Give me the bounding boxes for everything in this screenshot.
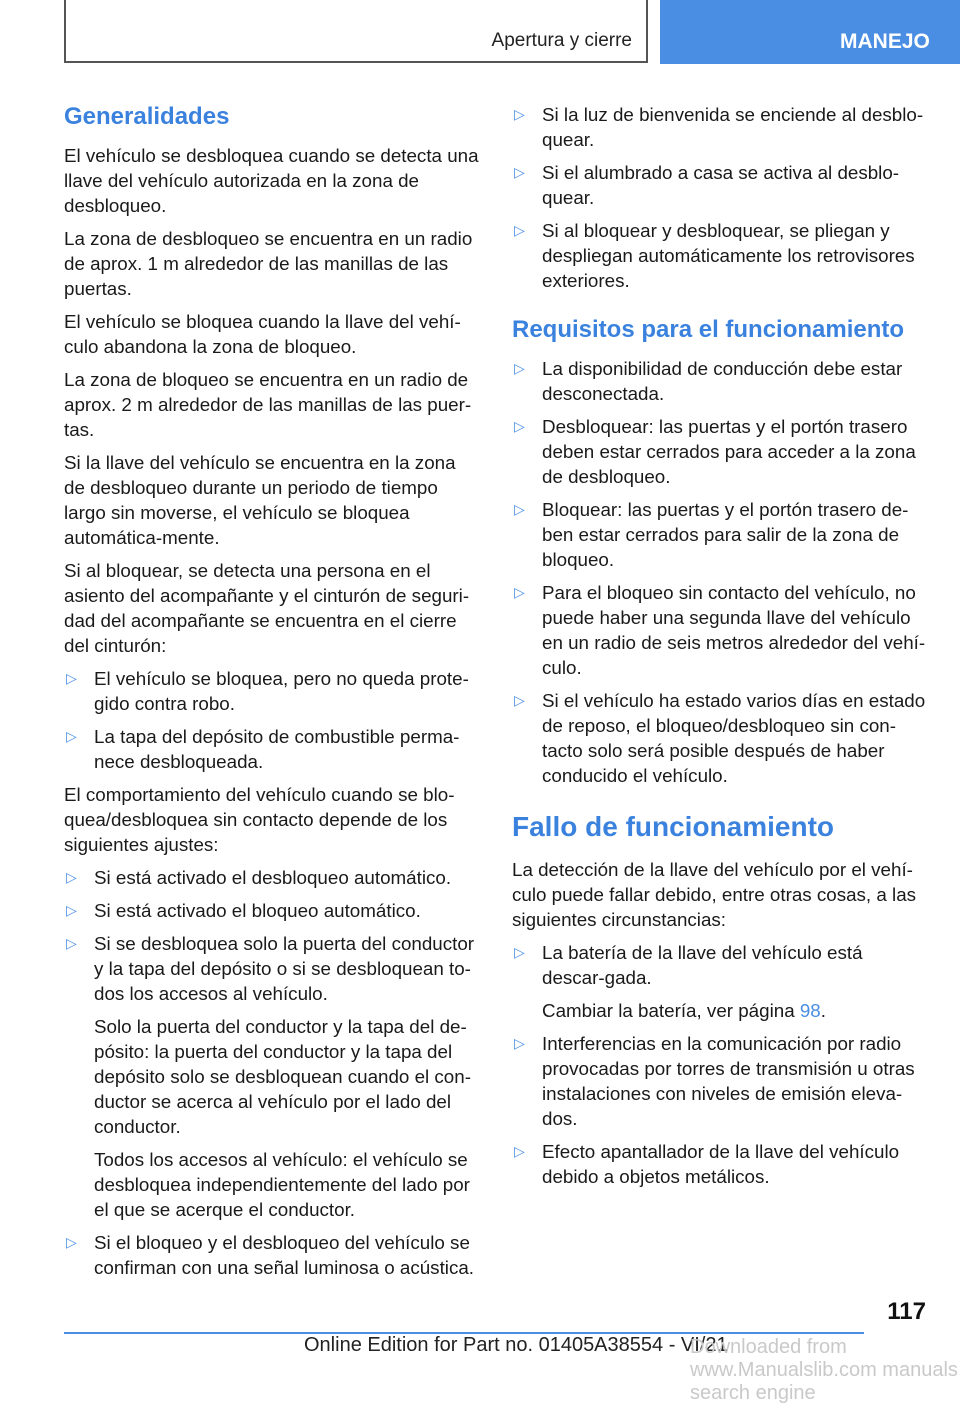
list-item-text: La disponibilidad de conducción debe estar desconectada. <box>542 358 903 404</box>
list-item <box>64 898 480 923</box>
list-item-text: Si el vehículo ha estado varios días en estado de reposo, el bloqueo/desbloqueo sin con‐tacto solo será posible después de haber conducido el vehículo. <box>542 690 926 786</box>
list-item <box>512 688 930 788</box>
list-item <box>512 497 930 572</box>
bullet-triangle-icon: ▷ <box>66 869 77 885</box>
list-item <box>512 940 930 990</box>
right-column <box>512 102 930 1197</box>
heading-fallo: Fallo de funcionamiento <box>512 811 835 842</box>
page-reference-link[interactable]: 98 <box>799 1000 821 1021</box>
list-item-text: Si al bloquear y desbloquear, se pliegan y despliegan automáticamente los retrovisores exteriores. <box>542 220 915 291</box>
list-item-text: Si se desbloquea solo la puerta del conductor y la tapa del depósito o si se desbloquean to‐dos los accesos al vehículo. <box>94 933 475 1004</box>
list-sub-paragraph: Todos los accesos al vehículo: el vehículo se desbloquea independientemente del lado por el que se acerque el conductor. <box>94 1149 470 1220</box>
bullet-triangle-icon: ▷ <box>514 360 525 376</box>
list-item <box>512 1139 930 1189</box>
left-column <box>64 102 480 1288</box>
paragraph: Si la llave del vehículo se encuentra en la zona de desbloqueo durante un periodo de tiempo largo sin moverse, el vehículo se bloquea automática‐mente. <box>64 452 456 548</box>
paragraph: El vehículo se desbloquea cuando se detecta una llave del vehículo autorizada en la zona de desbloqueo. <box>64 145 479 216</box>
bullet-triangle-icon: ▷ <box>514 692 525 708</box>
section-title: Apertura y cierre <box>491 30 632 51</box>
list-item-text: Efecto apantallador de la llave del vehículo debido a objetos metálicos. <box>542 1141 900 1187</box>
list-item <box>64 1230 480 1280</box>
bullet-triangle-icon: ▷ <box>514 1143 525 1159</box>
bullet-triangle-icon: ▷ <box>66 670 77 686</box>
heading-requisitos: Requisitos para el funcionamiento <box>512 316 905 343</box>
bullet-triangle-icon: ▷ <box>66 935 77 951</box>
period: . <box>820 1000 826 1021</box>
cross-reference-text: Cambiar la batería, ver página <box>542 1000 795 1021</box>
list-item <box>64 724 480 774</box>
list-item-text: Bloquear: las puertas y el portón trasero de‐ben estar cerrados para salir de la zona de bloqueo. <box>542 499 909 570</box>
list-sub-paragraph <box>542 998 930 1023</box>
list-item-text: Para el bloqueo sin contacto del vehículo, no puede haber una segunda llave del vehículo en un radio de seis metros alrededor del vehí‐culo. <box>542 582 926 678</box>
list-item <box>512 160 930 210</box>
list-item <box>512 218 930 293</box>
list-item-text: Si está activado el bloqueo automático. <box>94 900 421 921</box>
watermark: Downloaded from www.Manualslib.com manuals search engine <box>690 1336 958 1404</box>
paragraph: El comportamiento del vehículo cuando se blo‐quea/desbloquea sin contacto depende de los siguientes ajustes: <box>64 784 455 855</box>
bullet-triangle-icon: ▷ <box>514 944 525 960</box>
list-item <box>512 1031 930 1131</box>
list-sub-paragraph: Solo la puerta del conductor y la tapa del de‐pósito: la puerta del conductor y la tapa del depósito solo se desbloquean cuando el con‐ductor se acerca al vehículo por el lado del conductor. <box>94 1016 471 1137</box>
list-item <box>512 580 930 680</box>
bullet-triangle-icon: ▷ <box>514 1035 525 1051</box>
list-item <box>512 414 930 489</box>
list-item <box>64 931 480 1006</box>
chapter-tab[interactable]: MANEJO <box>660 0 960 64</box>
list-item-text: El vehículo se bloquea, pero no queda prote‐gido contra robo. <box>94 668 469 714</box>
list-item-text: La batería de la llave del vehículo está descar‐gada. <box>542 942 863 988</box>
list-item-text: Si está activado el desbloqueo automático. <box>94 867 452 888</box>
list-item-text: La tapa del depósito de combustible perma‐nece desbloqueada. <box>94 726 460 772</box>
paragraph: El vehículo se bloquea cuando la llave del vehí‐culo abandona la zona de bloqueo. <box>64 311 461 357</box>
bullet-triangle-icon: ▷ <box>514 106 525 122</box>
bullet-triangle-icon: ▷ <box>514 164 525 180</box>
bullet-triangle-icon: ▷ <box>514 501 525 517</box>
paragraph: La zona de desbloqueo se encuentra en un radio de aprox. 1 m alrededor de las manillas de las puertas. <box>64 228 473 299</box>
footer-edition: Online Edition for Part no. 01405A38554 - VI/21 <box>304 1334 728 1356</box>
paragraph: Si al bloquear, se detecta una persona en el asiento del acompañante y el cinturón de seguri‐dad del acompañante se encuentra en el cierre del cinturón: <box>64 560 470 656</box>
bullet-triangle-icon: ▷ <box>514 418 525 434</box>
list-item <box>64 865 480 890</box>
bullet-triangle-icon: ▷ <box>514 222 525 238</box>
list-item-text: Si el alumbrado a casa se activa al desblo‐quear. <box>542 162 900 208</box>
list-item <box>512 102 930 152</box>
list-item-text: Desbloquear: las puertas y el portón trasero deben estar cerrados para acceder a la zona de desbloqueo. <box>542 416 916 487</box>
list-item <box>512 356 930 406</box>
paragraph: La detección de la llave del vehículo por el vehí‐culo puede fallar debido, entre otras cosas, a las siguientes circunstancias: <box>512 859 917 930</box>
list-item-text: Si el bloqueo y el desbloqueo del vehículo se confirman con una señal luminosa o acústica. <box>94 1232 475 1278</box>
bullet-triangle-icon: ▷ <box>514 584 525 600</box>
paragraph: La zona de bloqueo se encuentra en un radio de aprox. 2 m alrededor de las manillas de las puer‐tas. <box>64 369 472 440</box>
list-item-text: Interferencias en la comunicación por radio provocadas por torres de transmisión u otras instalaciones con niveles de emisión eleva‐dos. <box>542 1033 915 1129</box>
header-section-box <box>64 0 648 63</box>
bullet-triangle-icon: ▷ <box>66 1234 77 1250</box>
bullet-triangle-icon: ▷ <box>66 902 77 918</box>
bullet-triangle-icon: ▷ <box>66 728 77 744</box>
page-number: 117 <box>887 1298 926 1325</box>
list-item-text: Si la luz de bienvenida se enciende al desblo‐quear. <box>542 104 924 150</box>
list-item <box>64 666 480 716</box>
heading-generalidades: Generalidades <box>64 103 230 130</box>
